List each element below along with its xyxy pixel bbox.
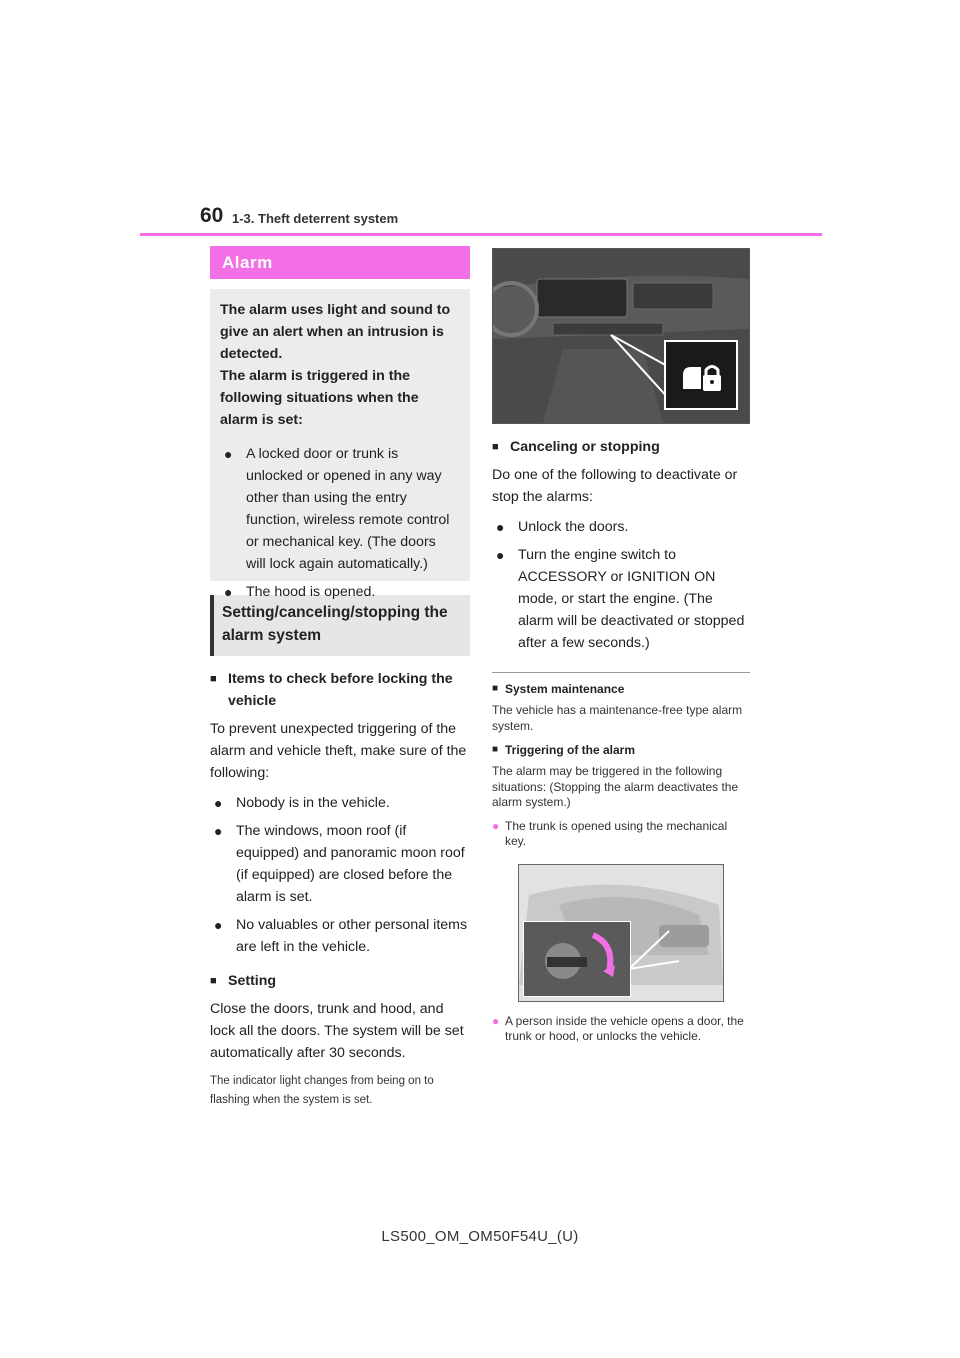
square-bullet-icon: ■ bbox=[210, 975, 217, 987]
dashboard-drawing bbox=[493, 249, 749, 423]
intro-line: The alarm is triggered in the following situations when the alarm is set: bbox=[220, 368, 419, 428]
maintenance-text: The vehicle has a maintenance-free type alarm system. bbox=[492, 703, 743, 733]
page-number: 60 bbox=[200, 204, 224, 227]
square-bullet-icon: ■ bbox=[492, 441, 499, 453]
setting-heading: ■ Setting bbox=[210, 970, 470, 992]
items-bullet: ● Nobody is in the vehicle. bbox=[210, 792, 470, 814]
intro-box bbox=[210, 289, 470, 600]
intro-bullet: ● A locked door or trunk is unlocked or opened in any way other than using the entry function, wireless remote control or mechanical key. (The doors will lock again automatically.) bbox=[220, 443, 458, 575]
bullet-icon: ● bbox=[214, 795, 223, 811]
square-bullet-icon: ■ bbox=[492, 744, 499, 755]
right-column bbox=[492, 248, 750, 1045]
trigger-heading: ■ Triggering of the alarm bbox=[492, 743, 636, 757]
section-title: 1-3. Theft deterrent system bbox=[232, 211, 399, 226]
bullet-icon: ● bbox=[224, 584, 233, 600]
cancel-heading: ■ Canceling or stopping bbox=[492, 436, 750, 458]
notes-divider bbox=[492, 672, 750, 673]
square-bullet-icon: ■ bbox=[210, 673, 217, 685]
items-bullet: ● No valuables or other personal items are left in the vehicle. bbox=[210, 914, 470, 958]
lock-indicator-icon bbox=[679, 361, 725, 395]
trigger-bullet: ● The trunk is opened using the mechanical key. bbox=[492, 818, 728, 848]
cancel-bullet: ● Unlock the doors. bbox=[492, 516, 750, 538]
trigger-bullet: ● A person inside the vehicle opens a door, the trunk or hood, or unlocks the vehicle. bbox=[492, 1013, 744, 1043]
bullet-icon: ● bbox=[214, 917, 223, 933]
section-heading: Setting/canceling/stopping the alarm system bbox=[210, 595, 470, 656]
left-column bbox=[210, 246, 470, 1110]
trunk-key-illustration bbox=[518, 864, 724, 1002]
page-footer: LS500_OM_OM50F54U_(U) bbox=[381, 1228, 579, 1245]
intro-bullet: ● The hood is opened. bbox=[220, 581, 458, 603]
bullet-icon: ● bbox=[496, 547, 505, 563]
trigger-text: The alarm may be triggered in the following situations: (Stopping the alarm deactivates the alarm system.) bbox=[492, 764, 739, 809]
intro-line: The alarm uses light and sound to give an alert when an intrusion is detected. bbox=[220, 302, 451, 362]
bullet-icon: ● bbox=[224, 446, 233, 462]
square-bullet-icon: ■ bbox=[492, 683, 499, 694]
page-header bbox=[140, 200, 822, 236]
alarm-banner: Alarm bbox=[210, 246, 470, 279]
bullet-icon: ● bbox=[492, 818, 500, 833]
setting-note: The indicator light changes from being on to flashing when the system is set. bbox=[210, 1075, 434, 1106]
header-rule bbox=[140, 233, 822, 236]
dashboard-illustration bbox=[492, 248, 750, 424]
maintenance-heading: ■ System maintenance bbox=[492, 682, 625, 696]
bullet-icon: ● bbox=[492, 1013, 500, 1028]
cancel-text: Do one of the following to deactivate or stop the alarms: bbox=[492, 467, 738, 505]
items-text: To prevent unexpected triggering of the alarm and vehicle theft, make sure of the following: bbox=[210, 721, 467, 781]
intro-text bbox=[220, 299, 458, 431]
bullet-icon: ● bbox=[214, 823, 223, 839]
cancel-bullet: ● Turn the engine switch to ACCESSORY or IGNITION ON mode, or start the engine. (The alarm will be deactivated or stopped after a few seconds.) bbox=[492, 544, 750, 654]
setting-text: Close the doors, trunk and hood, and lock all the doors. The system will be set automatically after 30 seconds. bbox=[210, 1001, 464, 1061]
mechanical-key-icon bbox=[523, 921, 631, 997]
bullet-icon: ● bbox=[496, 519, 505, 535]
items-heading: ■ Items to check before locking the vehicle bbox=[210, 668, 470, 712]
items-bullet: ● The windows, moon roof (if equipped) and panoramic moon roof (if equipped) are closed before the alarm is set. bbox=[210, 820, 470, 908]
